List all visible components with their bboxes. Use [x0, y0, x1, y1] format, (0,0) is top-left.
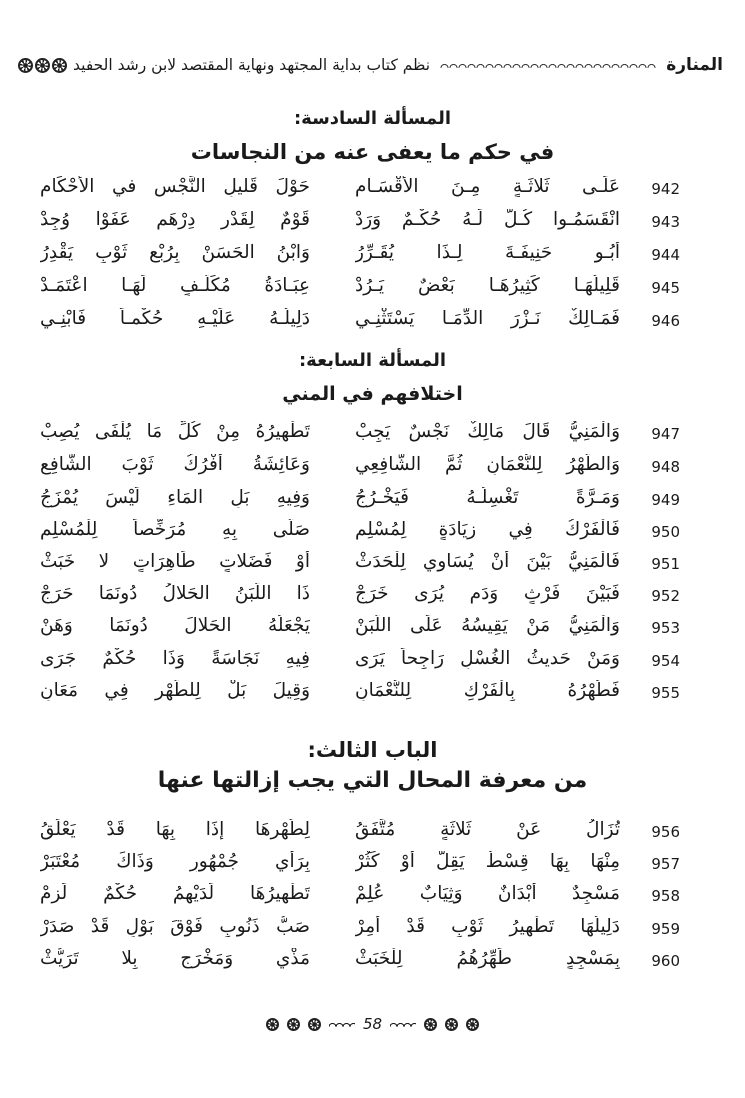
verse-second-hemistich: صَلَّى بِهِ مُرَخِّصاً لِلْمُسْلِمِ: [40, 519, 310, 540]
verse-second-hemistich: بِرَأْيِ جُمْهُورٍ وَذَاكَ مُعْتَبَرْ: [40, 851, 310, 872]
footer-wave-divider: [329, 1020, 355, 1028]
verse-second-hemistich: مَذْيٍ وَمَخْرَجٍ بِلا تَرَيُّثْ: [40, 948, 310, 969]
verse-first-hemistich: مَسْجِدٌ أَبْدَانٌ وَثِيَابٌ عُلِمْ: [355, 883, 620, 904]
verse-number: 952: [651, 587, 680, 605]
verse-first-hemistich: فَالْفَرْكُ فِي زِيَادَةٍ لِمُسْلِمِ: [355, 519, 620, 540]
running-header: [18, 48, 723, 82]
footer-wave-divider: [390, 1020, 416, 1028]
ornament-icon: [287, 1018, 300, 1031]
verse-number: 946: [651, 312, 680, 330]
ornament-icon: [445, 1018, 458, 1031]
verse-second-hemistich: يَجْعَلُهُ الحَلالَ دُونَمَا وَهَنْ: [40, 615, 310, 636]
verse-number: 960: [651, 952, 680, 970]
verse-first-hemistich: فَبَيْنَ فَرْثٍ وَدَمٍ يُرَى خَرَجْ: [355, 583, 620, 604]
verse-number: 942: [651, 180, 680, 198]
verse-line: [40, 916, 680, 948]
verse-first-hemistich: عَلَـى ثَلاثَـةٍ مِـنَ الأَقْسَـامِ: [355, 176, 620, 197]
verse-number: 955: [651, 684, 680, 702]
ornament-icon: [266, 1018, 279, 1031]
verse-line: [40, 308, 680, 340]
verse-first-hemistich: فَمَـالِكٌ نَـزْرَ الدِّمَـا يَسْتَثْنِـي: [355, 308, 620, 329]
verse-line: [40, 209, 680, 241]
verse-second-hemistich: حَوْلَ قَليلِ النَّجْسِ في الأَحْكَامِ: [40, 176, 310, 197]
verse-line: [40, 680, 680, 712]
verse-line: [40, 883, 680, 915]
verse-first-hemistich: وَمَـرَّةً تَغْسِلُـهُ فَيَخْـرُجُ: [355, 487, 620, 508]
verse-second-hemistich: فِيهِ نَجَاسَةً وَذَا حُكْمٌ جَرَى: [40, 648, 310, 669]
verse-second-hemistich: دَلِيلُـهُ عَلَيْـهِ حُكْمـاً فَابْنِـي: [40, 308, 310, 329]
verse-second-hemistich: عِبَـادَةُ مُكَلَّـفٍ لَهَـا اعْتَمَـدْ: [40, 275, 310, 296]
verse-second-hemistich: لِطُهْرِهَا إِذَا بِهَا قَدْ يَعْلَقُ: [40, 819, 310, 840]
verse-line: [40, 242, 680, 274]
verse-first-hemistich: تُزَالُ عَنْ ثَلاثَةٍ مُتَّفَقُ: [355, 819, 620, 840]
verse-number: 954: [651, 652, 680, 670]
verse-line: [40, 583, 680, 615]
ornament-icon: [308, 1018, 321, 1031]
verse-first-hemistich: فَطُهْرُهُ بِالْفَرْكِ لِلنُّعْمَانِ: [355, 680, 620, 701]
verse-number: 943: [651, 213, 680, 231]
verse-line: [40, 648, 680, 680]
verse-line: [40, 851, 680, 883]
verse-number: 945: [651, 279, 680, 297]
section-heading: المسألة السابعة:: [298, 350, 447, 371]
verse-line: [40, 421, 680, 453]
verse-number: 958: [651, 887, 680, 905]
verse-number: 944: [651, 246, 680, 264]
verse-second-hemistich: ذَا اللَّبَنُ الحَلالُ دُونَمَا حَرَجْ: [40, 583, 310, 604]
ornament-icon: [424, 1018, 437, 1031]
verse-second-hemistich: وَابْنُ الحَسَنْ بِرُبْعِ ثَوْبٍ يَقْدِرُ: [40, 242, 310, 263]
verse-line: [40, 454, 680, 486]
ornament-icon: [35, 58, 50, 73]
verse-number: 948: [651, 458, 680, 476]
page-footer: [0, 1012, 745, 1036]
verse-first-hemistich: مِنْهَا بِهَا قِسْطٌ يَقِلُّ أَوْ كَثُرْ: [355, 851, 620, 872]
verse-line: [40, 615, 680, 647]
verse-second-hemistich: أَوْ فَضَلاتٍ طَاهِرَاتٍ لا خَبَثْ: [40, 551, 310, 572]
section-subheading: من معرفة المحال التي يجب إزالتها عنها: [157, 768, 588, 793]
verse-line: [40, 551, 680, 583]
verse-line: [40, 487, 680, 519]
verse-second-hemistich: وَقِيلَ بَلْ لِلطُّهْرِ فِي مَعَانِ: [40, 680, 310, 701]
verse-line: [40, 176, 680, 208]
section-subheading: اختلافهم في المني: [282, 383, 463, 405]
verse-first-hemistich: بِمَسْجِدٍ طَهِّرُهُمُ لِلْخَبَثْ: [355, 948, 620, 969]
verse-second-hemistich: صَبُّ ذَنُوبٍ فَوْقَ بَوْلٍ قَدْ صَدَرْ: [40, 916, 310, 937]
verse-number: 953: [651, 619, 680, 637]
verse-line: [40, 275, 680, 307]
verse-second-hemistich: تَطْهِيرُهُ مِنْ كُلِّ مَا يُلْفَى يُصِبْ: [40, 421, 310, 442]
header-wave-divider: [440, 60, 656, 70]
verse-line: [40, 819, 680, 851]
verse-line: [40, 519, 680, 551]
header-ornaments: [18, 58, 67, 73]
verse-number: 957: [651, 855, 680, 873]
verse-first-hemistich: قَلِيلُهَـا كَثِيرُهَـا بَعْضٌ يَـرُدْ: [355, 275, 620, 296]
verse-number: 951: [651, 555, 680, 573]
section-heading: الباب الثالث:: [307, 738, 438, 762]
verse-first-hemistich: وَمَنْ حَديثُ الغُسْلِ رَاجِحاً يَرَى: [355, 648, 620, 669]
verse-second-hemistich: وَعَائِشَةُ أَفْرُكُ ثَوْبَ الشَّافِعِ: [40, 454, 310, 475]
verse-first-hemistich: فَالْمَنِيُّ بَيْنَ أَنْ يُسَاوِي لِلْحَدَثْ: [355, 551, 620, 572]
verse-number: 959: [651, 920, 680, 938]
header-book-title: نظم كتاب بداية المجتهد ونهاية المقتصد لابن رشد الحفيد: [73, 56, 431, 74]
page-number: 58: [362, 1015, 383, 1033]
verse-first-hemistich: وَالطُّهْرُ لِلنُّعْمَانِ ثُمَّ الشَّافِعِي: [355, 454, 620, 475]
verse-first-hemistich: انْقَسَمُـوا كُـلٌّ لَـهُ حُكْـمٌ وَرَدْ: [355, 209, 620, 230]
header-section-name: المنارة: [666, 55, 723, 75]
verse-second-hemistich: وَفِيهِ بَلِ المَاءِ لَيْسَ يُمْزَجُ: [40, 487, 310, 508]
verse-first-hemistich: وَالْمَنِيُّ مَنْ يَقِيسُهُ عَلَى اللَّبَنْ: [355, 615, 620, 636]
ornament-icon: [18, 58, 33, 73]
verse-number: 947: [651, 425, 680, 443]
verse-number: 956: [651, 823, 680, 841]
verse-first-hemistich: دَلِيلُهَا تَطْهِيرُ ثَوْبٍ قَدْ أُمِرْ: [355, 916, 620, 937]
ornament-icon: [52, 58, 67, 73]
verse-number: 949: [651, 491, 680, 509]
verse-first-hemistich: أَبُـو حَنِيفَـةَ لِـذَا يُقَـرِّرُ: [355, 242, 620, 263]
verse-first-hemistich: وَالْمَنِيُّ قَالَ مَالِكٌ نَجْسٌ يَجِبْ: [355, 421, 620, 442]
section-subheading: في حكم ما يعفى عنه من النجاسات: [190, 140, 555, 164]
verse-line: [40, 948, 680, 980]
verse-number: 950: [651, 523, 680, 541]
verse-second-hemistich: تَطْهِيرُهَا لَدَيْهِمُ حُكْمٌ لَزِمْ: [40, 883, 310, 904]
verse-second-hemistich: قَوْمٌ لِقَدْرِ دِرْهَمٍ عَفَوْا وُجِدْ: [40, 209, 310, 230]
ornament-icon: [466, 1018, 479, 1031]
section-heading: المسألة السادسة:: [293, 108, 452, 129]
